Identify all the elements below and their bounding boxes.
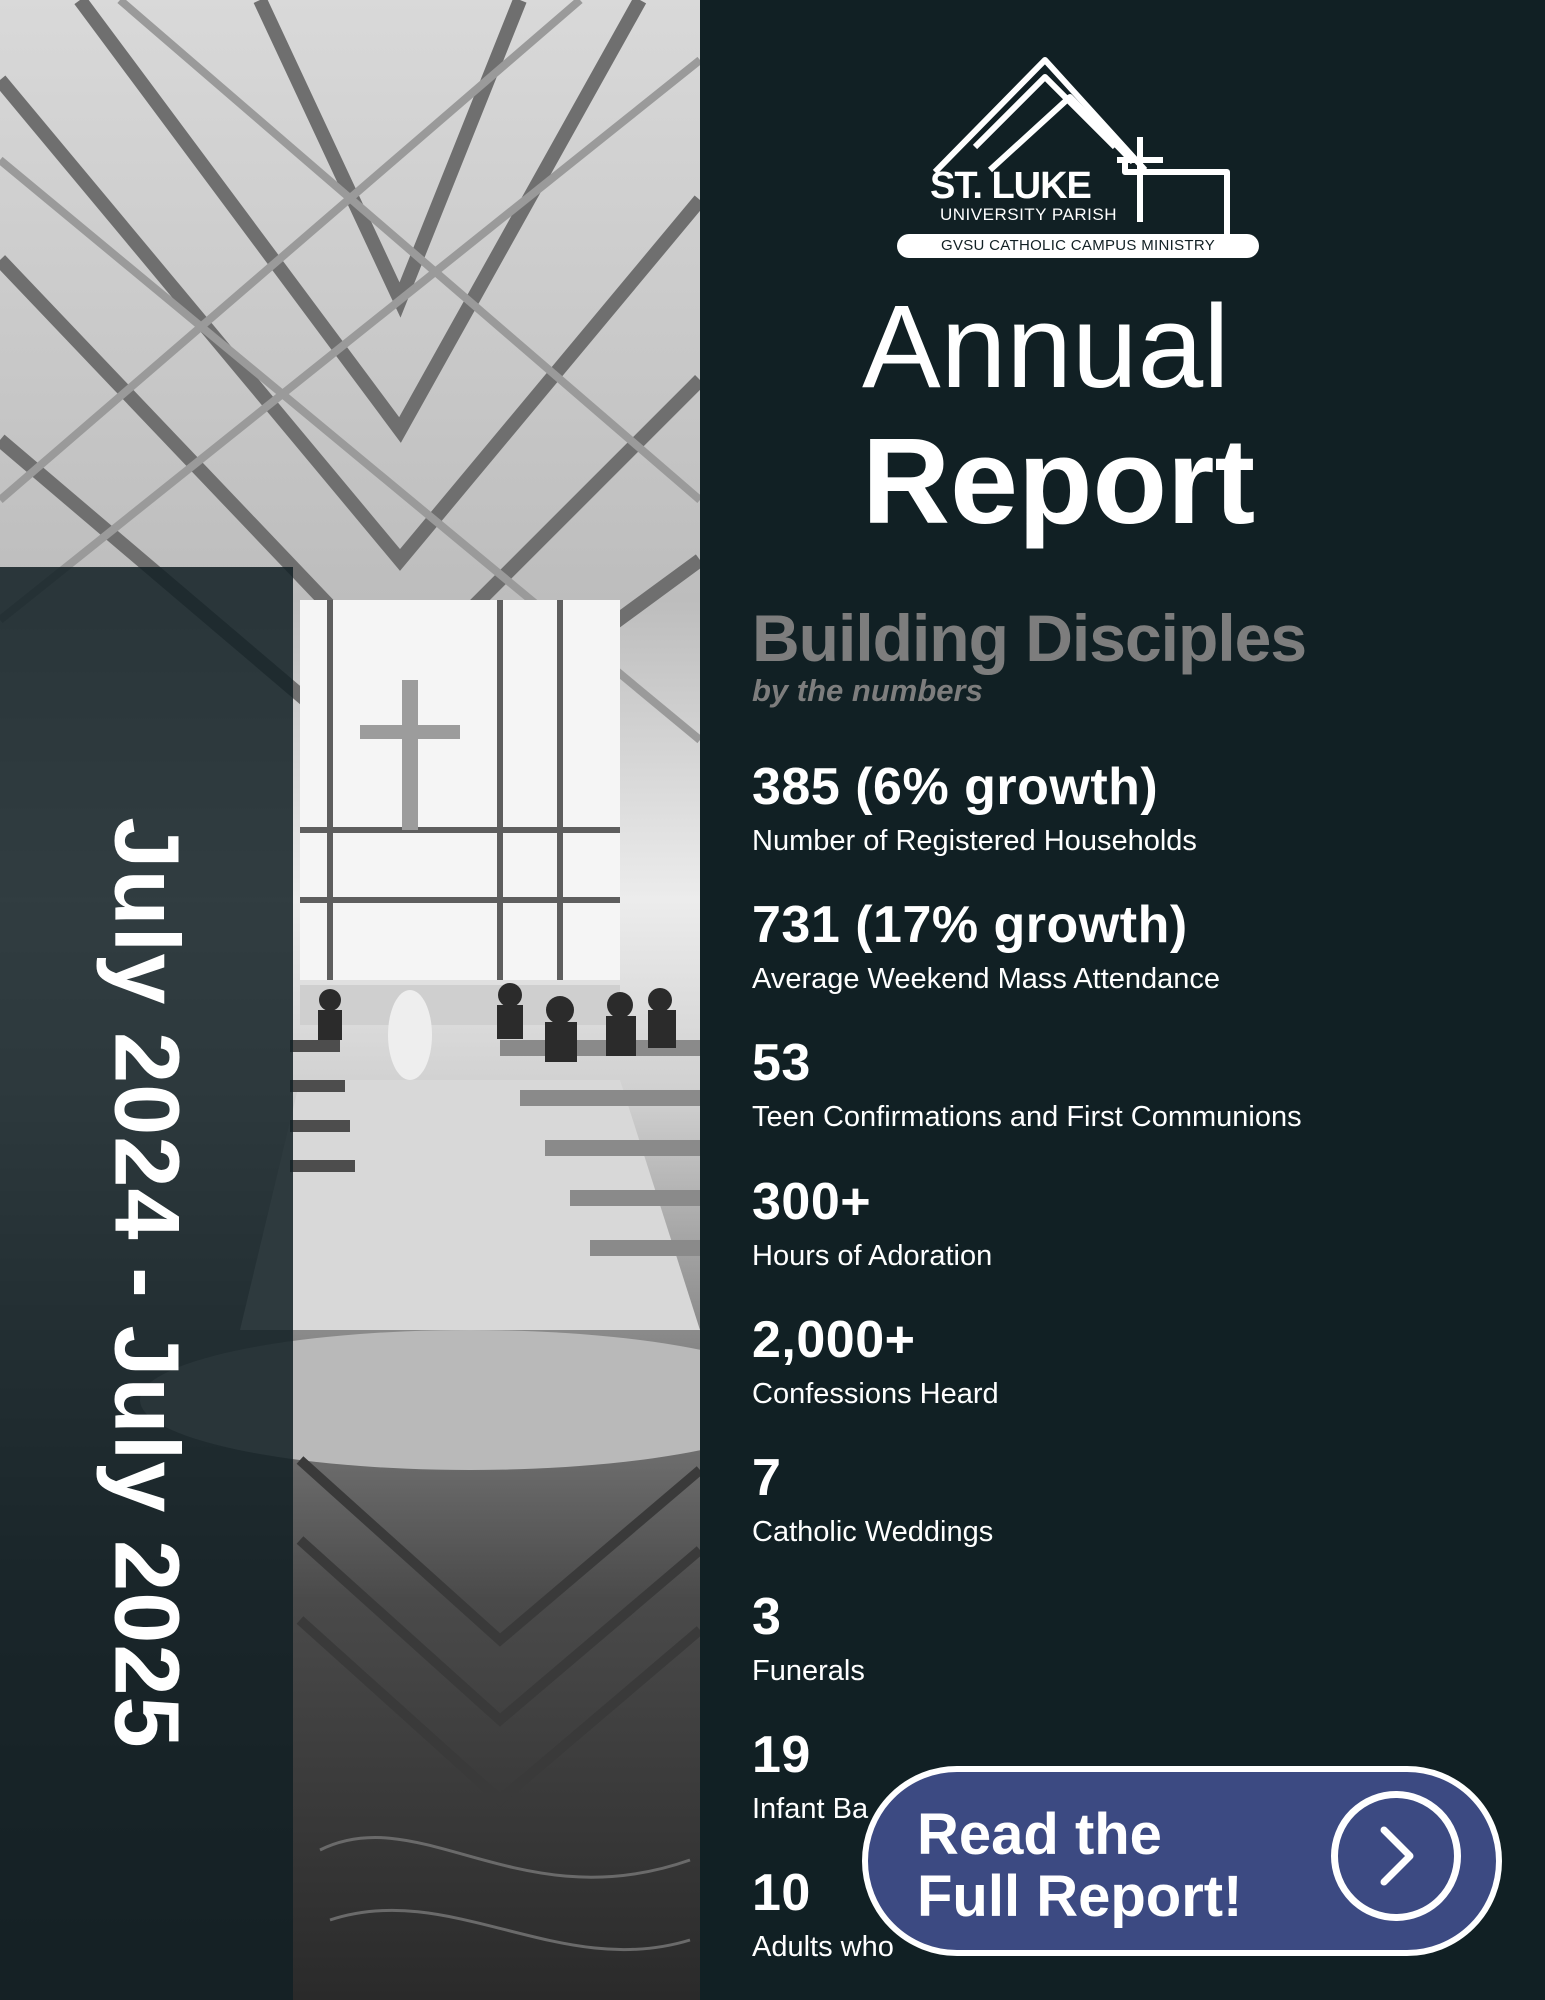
logo-ministry-tag: GVSU CATHOLIC CAMPUS MINISTRY: [897, 234, 1259, 258]
stat-value: 7: [752, 1449, 782, 1507]
stat-label: Number of Registered Households: [752, 825, 1197, 857]
stat-value: 300+: [752, 1173, 872, 1231]
stat-value: 385 (6% growth): [752, 758, 1159, 816]
stat-label: Confessions Heard: [752, 1378, 999, 1410]
stat-value: 53: [752, 1034, 811, 1092]
stat-label: Funerals: [752, 1655, 865, 1687]
logo-subtitle: UNIVERSITY PARISH: [940, 205, 1117, 224]
logo-name: ST. LUKE: [930, 165, 1091, 207]
stat-label: Teen Confirmations and First Communions: [752, 1101, 1302, 1133]
stat-item: [752, 1449, 994, 1548]
cta-label: [917, 1804, 1297, 1928]
section-subtitle: by the numbers: [752, 673, 983, 708]
stat-value: 10: [752, 1864, 811, 1922]
cta-label-line1: Read the: [917, 1802, 1162, 1867]
chevron-right-icon: [1338, 1798, 1454, 1914]
stat-item: [752, 758, 1197, 857]
read-full-report-button[interactable]: [862, 1766, 1502, 1956]
stat-label: Infant Ba: [752, 1793, 869, 1825]
date-range: July 2024 - July 2025: [95, 817, 198, 1749]
chevron-right-circle-icon[interactable]: [1331, 1791, 1461, 1921]
stat-item: [752, 1726, 869, 1825]
stat-value: 2,000+: [752, 1311, 916, 1369]
stat-item: [752, 896, 1221, 995]
stat-label: Hours of Adoration: [752, 1240, 993, 1272]
section-title: Building Disciples: [752, 601, 1307, 675]
report-title-line1: Annual: [862, 281, 1230, 413]
cta-label-line2: Full Report!: [917, 1864, 1243, 1929]
stat-label: Average Weekend Mass Attendance: [752, 963, 1221, 995]
stat-item: [752, 1588, 865, 1687]
stat-value: 3: [752, 1588, 782, 1646]
stat-value: 731 (17% growth): [752, 896, 1188, 954]
stat-label: Catholic Weddings: [752, 1516, 994, 1548]
stat-item: [752, 1173, 993, 1272]
stat-value: 19: [752, 1726, 811, 1784]
report-title-line2: Report: [862, 413, 1256, 549]
stat-label: Adults who: [752, 1931, 894, 1963]
church-interior-photo: [0, 0, 700, 2000]
stat-item: [752, 1311, 999, 1410]
stat-item: [752, 1034, 1302, 1133]
church-cross-logo-icon: [895, 52, 1265, 262]
